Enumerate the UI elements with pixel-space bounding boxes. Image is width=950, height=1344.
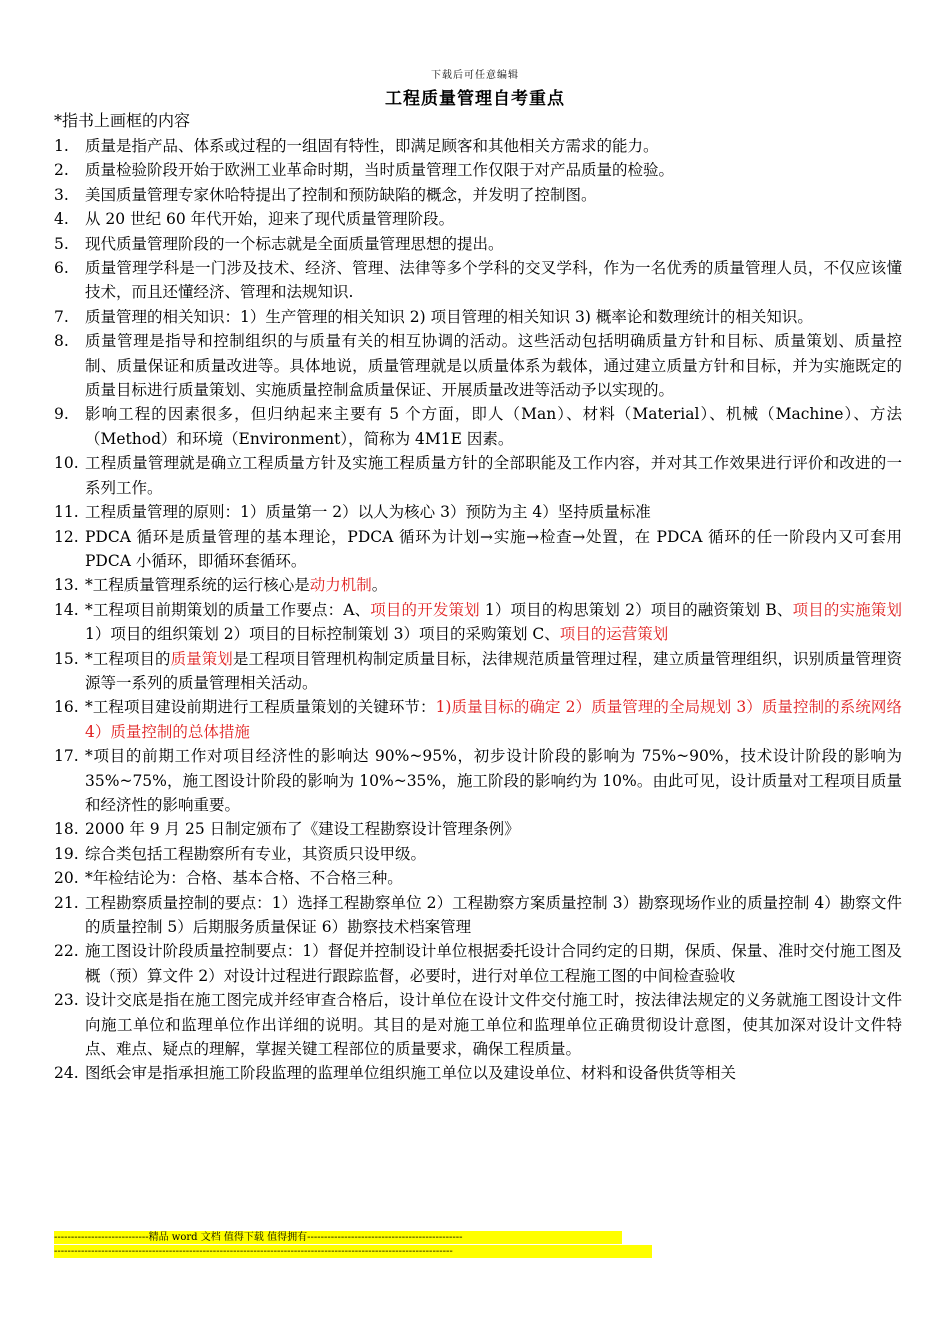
list-item-number: 22. bbox=[54, 942, 79, 961]
document-title: 工程质量管理自考重点 bbox=[385, 89, 565, 109]
list-item bbox=[54, 183, 902, 207]
list-item bbox=[54, 134, 902, 158]
list-item-text: 从 20 世纪 60 年代开始，迎来了现代质量管理阶段。 bbox=[85, 210, 455, 229]
highlighted-text: 质量策划 bbox=[170, 649, 233, 668]
list-item bbox=[54, 744, 902, 817]
list-item bbox=[54, 939, 902, 988]
list-item-text: *工程项目前期策划的质量工作要点：A、 bbox=[85, 600, 371, 619]
list-item bbox=[54, 451, 902, 500]
list-item-text: 质量管理学科是一门涉及技术、经济、管理、法律等多个学科的交叉学科，作为一名优秀的质量管理人员，不仅应该懂技术，而且还懂经济、管理和法规知识. bbox=[85, 259, 902, 302]
list-item-number: 19. bbox=[54, 844, 79, 863]
header-note: 下载后可任意编辑 bbox=[431, 70, 519, 81]
list-item-number: 13. bbox=[54, 576, 79, 595]
list-item-text: 是工程项目管理机构制定质量目标，法律规范质量管理过程，建立质量管理组织，识别质量管理资源等一系列的质量管理相关活动。 bbox=[85, 649, 902, 692]
list-item bbox=[54, 500, 902, 524]
list-item bbox=[54, 525, 902, 574]
list-item bbox=[54, 402, 902, 451]
list-item-number: 7. bbox=[54, 307, 69, 326]
highlighted-text: 动力机制 bbox=[309, 576, 372, 595]
highlighted-text: 1)质量目标的确定 2）质量管理的全局规划 3）质量控制的系统网络 4）质量控制的总体措施 bbox=[85, 698, 902, 741]
list-item-text: *工程项目建设前期进行工程质量策划的关键环节： bbox=[85, 698, 436, 717]
list-item-text: 2000 年 9 月 25 日制定颁布了《建设工程勘察设计管理条例》 bbox=[85, 820, 520, 839]
list-item-number: 21. bbox=[54, 893, 79, 912]
list-item bbox=[54, 866, 902, 890]
list-item-number: 4. bbox=[54, 210, 69, 229]
list-item bbox=[54, 329, 902, 402]
list-item-number: 18. bbox=[54, 820, 79, 839]
list-item-text: 现代质量管理阶段的一个标志就是全面质量管理思想的提出。 bbox=[85, 234, 504, 253]
list-item bbox=[54, 817, 902, 841]
list-item-text: 综合类包括工程勘察所有专业，其资质只设甲级。 bbox=[85, 844, 427, 863]
list-item-number: 10. bbox=[54, 454, 79, 473]
list-item bbox=[54, 695, 902, 744]
intro-note: *指书上画框的内容 bbox=[54, 111, 191, 130]
list-item-text: 质量检验阶段开始于欧洲工业革命时期，当时质量管理工作仅限于对产品质量的检验。 bbox=[85, 161, 675, 180]
list-item-text: 工程质量管理就是确立工程质量方针及实施工程质量方针的全部职能及工作内容，并对其工作效果进行评价和改进的一系列工作。 bbox=[85, 454, 902, 497]
list-item-text: *工程质量管理系统的运行核心是 bbox=[85, 576, 310, 595]
list-item-number: 17. bbox=[54, 747, 79, 766]
highlighted-text: 项目的实施策划 bbox=[792, 600, 902, 619]
list-item bbox=[54, 1061, 902, 1085]
list-item-text: 美国质量管理专家休哈特提出了控制和预防缺陷的概念，并发明了控制图。 bbox=[85, 185, 597, 204]
list-item-text: 图纸会审是指承担施工阶段监理的监理单位组织施工单位以及建设单位、材料和设备供货等相关 bbox=[85, 1064, 737, 1083]
highlighted-text: 项目的开发策划 bbox=[370, 600, 480, 619]
list-item bbox=[54, 232, 902, 256]
list-item-number: 24. bbox=[54, 1064, 79, 1083]
list-item bbox=[54, 207, 902, 231]
list-item-number: 15. bbox=[54, 649, 79, 668]
list-item-number: 5. bbox=[54, 234, 69, 253]
list-item bbox=[54, 842, 902, 866]
list-item-text: *项目的前期工作对项目经济性的影响达 90%~95%，初步设计阶段的影响为 75%~90%，技术设计阶段的影响为 35%~75%，施工图设计阶段的影响为 10%~35%，施工阶段的影响约为 10%。由此可见，设计质量对工程项目质量和经济性的影响重要。 bbox=[85, 747, 902, 814]
list-item-number: 3. bbox=[54, 185, 69, 204]
list-item-text: 影响工程的因素很多，但归纳起来主要有 5 个方面，即人（Man）、材料（Material）、机械（Machine）、方法（Method）和环境（Environment），简称为 4M1E 因素。 bbox=[85, 405, 902, 448]
list-item-text: PDCA 循环是质量管理的基本理论，PDCA 循环为计划→实施→检查→处置，在 PDCA 循环的任一阶段内又可套用 PDCA 小循环，即循环套循环。 bbox=[85, 527, 902, 570]
list-item bbox=[54, 305, 902, 329]
list-item-text: 质量是指产品、体系或过程的一组固有特性，即满足顾客和其他相关方需求的能力。 bbox=[85, 137, 659, 155]
list-item-text: 施工图设计阶段质量控制要点：1）督促并控制设计单位根据委托设计合同约定的日期，保质、保量、准时交付施工图及概（预）算文件 2）对设计过程进行跟踪监督，必要时，进行对单位工程施工图的中间检查验收 bbox=[85, 942, 902, 985]
list-item-text: 设计交底是指在施工图完成并经审查合格后，设计单位在设计文件交付施工时，按法律法规定的义务就施工图设计文件向施工单位和监理单位作出详细的说明。其目的是对施工单位和监理单位正确贯彻设计意图，使其加深对设计文件特点、难点、疑点的理解，掌握关键工程部位的质量要求，确保工程质量。 bbox=[85, 991, 902, 1059]
list-item-number: 11. bbox=[54, 503, 79, 522]
list-item-number: 12. bbox=[54, 527, 79, 546]
list-item bbox=[54, 573, 902, 597]
list-item-number: 16. bbox=[54, 698, 79, 717]
footer-banner-line2: ---------------------------------------------------------------------------------------------------------------------- bbox=[54, 1245, 652, 1258]
list-item-text: 1）项目的构思策划 2）项目的融资策划 B、 bbox=[479, 600, 793, 619]
list-item-number: 9. bbox=[54, 405, 69, 424]
list-item-text: 。 bbox=[371, 576, 388, 595]
list-item-number: 14. bbox=[54, 600, 79, 619]
footer-banner-line1: ----------------------------精品 word 文档 值得下载 值得拥有---------------------------------------------- bbox=[54, 1231, 622, 1244]
list-item-number: 1. bbox=[54, 137, 69, 155]
list-item bbox=[54, 891, 902, 940]
list-item-text: 工程质量管理的原则：1）质量第一 2）以人为核心 3）预防为主 4）坚持质量标准 bbox=[85, 503, 651, 522]
list-item-number: 6. bbox=[54, 259, 69, 278]
list-item bbox=[54, 158, 902, 182]
list-item-text: 质量管理是指导和控制组织的与质量有关的相互协调的活动。这些活动包括明确质量方针和目标、质量策划、质量控制、质量保证和质量改进等。具体地说，质量管理就是以质量体系为载体，通过建立质量方针和目标，并为实施既定的质量目标进行质量策划、实施质量控制盒质量保证、开展质量改进等活动予以实现的。 bbox=[85, 332, 902, 400]
list-item-text: *年检结论为：合格、基本合格、不合格三种。 bbox=[85, 869, 403, 888]
highlighted-text: 项目的运营策划 bbox=[559, 625, 669, 644]
list-item-text: 质量管理的相关知识：1）生产管理的相关知识 2) 项目管理的相关知识 3) 概率论和数理统计的相关知识。 bbox=[85, 307, 813, 326]
list-item bbox=[54, 598, 902, 647]
list-item-text: 1）项目的组织策划 2）项目的目标控制策划 3）项目的采购策划 C、 bbox=[85, 625, 560, 644]
list-item-text: 工程勘察质量控制的要点：1）选择工程勘察单位 2）工程勘察方案质量控制 3）勘察现场作业的质量控制 4）勘察文件的质量控制 5）后期服务质量保证 6）勘察技术档案管理 bbox=[85, 893, 902, 936]
list-item bbox=[54, 647, 902, 696]
list-item-number: 8. bbox=[54, 332, 69, 351]
list-item bbox=[54, 988, 902, 1061]
list-item bbox=[54, 256, 902, 305]
list-item-text: *工程项目的 bbox=[85, 649, 171, 668]
key-points-list bbox=[54, 134, 902, 1086]
list-item-number: 23. bbox=[54, 991, 79, 1010]
list-item-number: 20. bbox=[54, 869, 79, 888]
list-item-number: 2. bbox=[54, 161, 69, 180]
